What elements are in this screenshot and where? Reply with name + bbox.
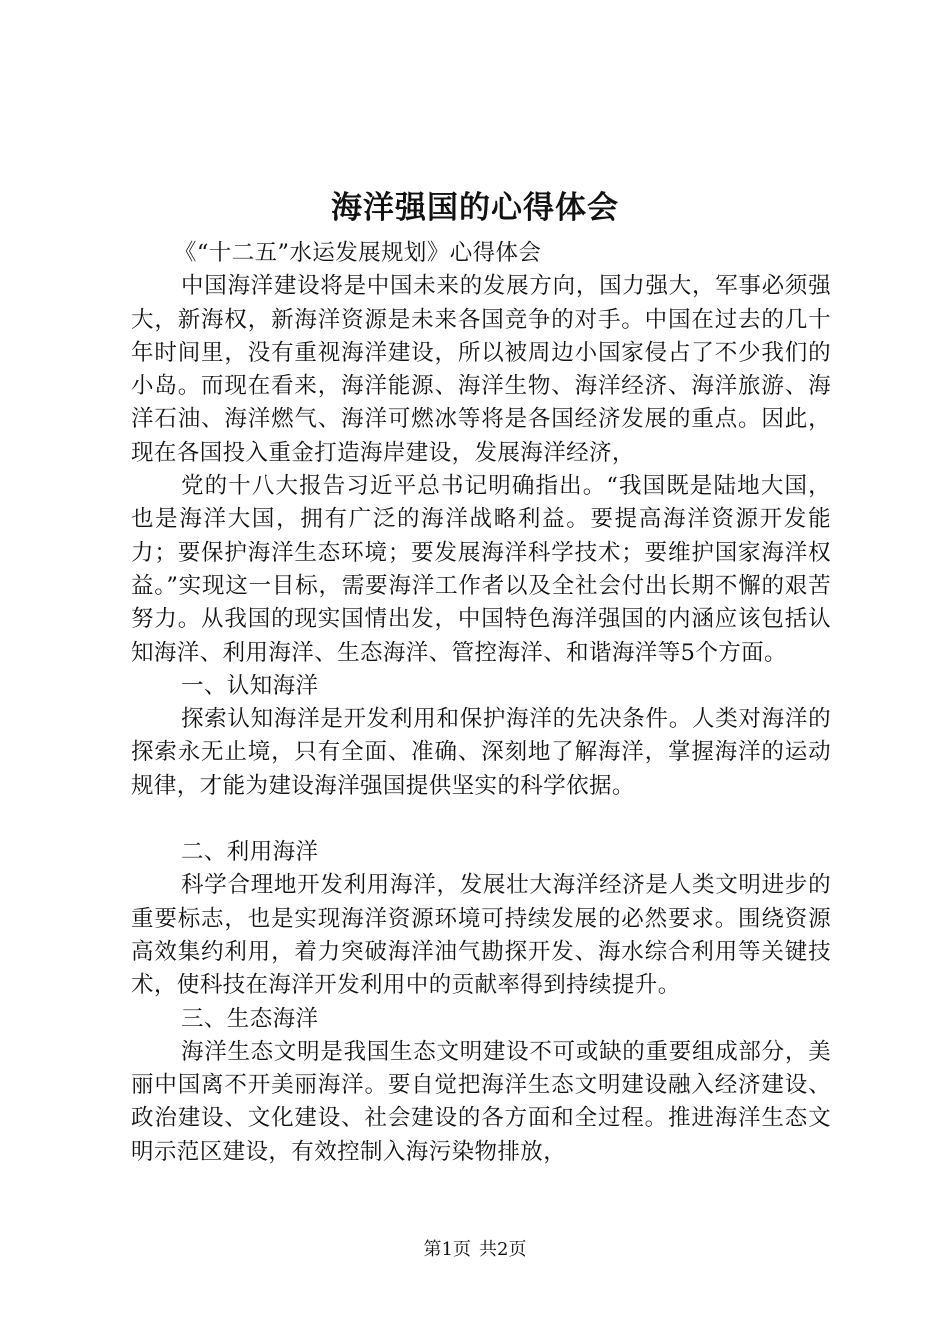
section-text-ecology: 海洋生态文明是我国生态文明建设不可或缺的重要组成部分，美丽中国离不开美丽海洋。要自觉把海洋生态文明建设融入经济建设、政治建设、文化建设、社会建设的各方面和全过程。推进海洋生态文明示范区建设，有效控制入海污染物排放， <box>131 1038 831 1165</box>
paragraph-intro: 中国海洋建设将是中国未来的发展方向，国力强大，军事必须强大，新海权，新海洋资源是未来各国竞争的对手。中国在过去的几十年时间里，没有重视海洋建设，所以被周边小国家侵占了不少我们的小岛。而现在看来，海洋能源、海洋生物、海洋经济、海洋旅游、海洋石油、海洋燃气、海洋可燃冰等将是各国经济发展的重点。因此，现在各国投入重金打造海岸建设，发展海洋经济， <box>131 273 831 466</box>
page-footer <box>0 1238 950 1262</box>
section-text-utilize: 科学合理地开发利用海洋，发展壮大海洋经济是人类文明进步的重要标志，也是实现海洋资源环境可持续发展的必然要求。围绕资源高效集约利用，着力突破海洋油气勘探开发、海水综合利用等关键技术，使科技在海洋开发利用中的贡献率得到持续提升。 <box>131 872 831 999</box>
page-total: 共2页 <box>479 1239 527 1260</box>
document-body <box>131 237 831 1169</box>
page-number: 第1页 <box>423 1239 471 1260</box>
paragraph-report: 党的十八大报告习近平总书记明确指出。“我国既是陆地大国，也是海洋大国，拥有广泛的海洋战略利益。要提高海洋资源开发能力；要保护海洋生态环境；要发展海洋科学技术；要维护国家海洋权益。”实现这一目标，需要海洋工作者以及全社会付出长期不懈的艰苦努力。从我国的现实国情出发，中国特色海洋强国的内涵应该包括认知海洋、利用海洋、生态海洋、管控海洋、和谐海洋等5个方面。 <box>131 473 831 666</box>
section-heading-recognize: 一、认知海洋 <box>181 672 319 699</box>
section-text-recognize: 探索认知海洋是开发利用和保护海洋的先决条件。人类对海洋的探索永无止境，只有全面、准确、深刻地了解海洋，掌握海洋的运动规律，才能为建设海洋强国提供坚实的科学依据。 <box>131 706 831 799</box>
blank-line <box>131 803 831 836</box>
document-subtitle: 《“十二五”水运发展规划》心得体会 <box>174 240 542 266</box>
section-heading-ecology: 三、生态海洋 <box>181 1005 319 1032</box>
section-heading-utilize: 二、利用海洋 <box>181 839 319 866</box>
document-title: 海洋强国的心得体会 <box>331 190 619 226</box>
